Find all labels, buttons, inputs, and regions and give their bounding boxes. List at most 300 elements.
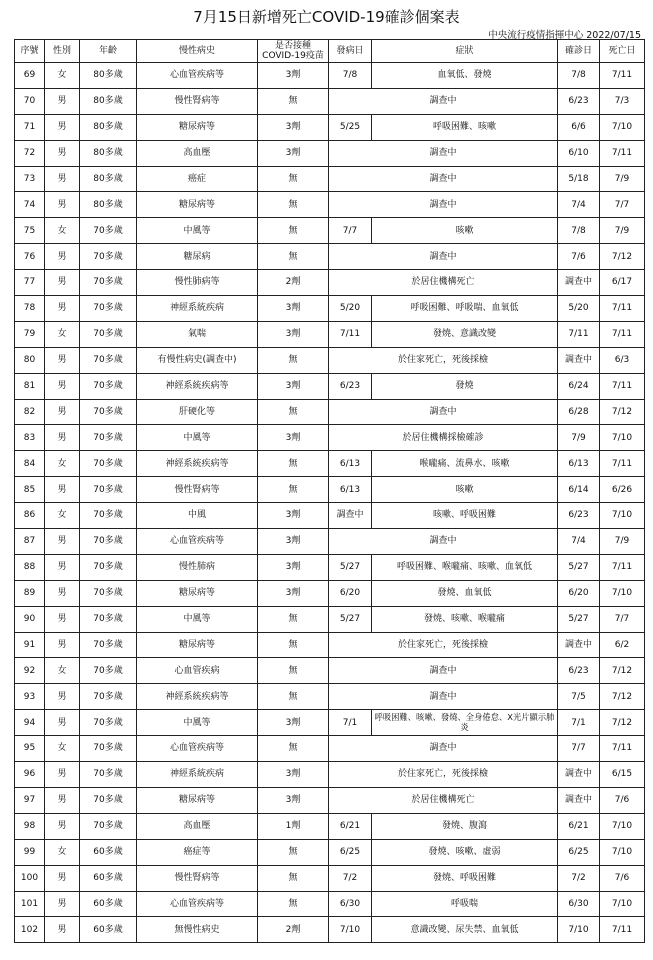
cell-diagnosed: 6/30: [558, 891, 600, 917]
cell-id: 73: [15, 166, 45, 192]
cell-onset: 6/21: [329, 813, 372, 839]
table-row: [15, 218, 645, 244]
cell-vaccine: 2劑: [258, 270, 329, 296]
cell-sex: 男: [45, 529, 80, 555]
cell-history: 心血管疾病等: [137, 63, 258, 89]
cell-symptoms: 調查中: [329, 658, 558, 684]
cell-diagnosed: 7/1: [558, 710, 600, 736]
cell-sex: 男: [45, 606, 80, 632]
cell-death: 7/10: [600, 839, 645, 865]
cell-vaccine: 1劑: [258, 813, 329, 839]
table-row: [15, 736, 645, 762]
cell-death: 7/12: [600, 684, 645, 710]
cell-sex: 男: [45, 425, 80, 451]
cell-symptoms: 於居住機構死亡: [329, 787, 558, 813]
cell-diagnosed: 7/6: [558, 244, 600, 270]
cell-sex: 女: [45, 736, 80, 762]
cell-diagnosed: 6/13: [558, 451, 600, 477]
table-row: [15, 477, 645, 503]
cell-vaccine: 3劑: [258, 114, 329, 140]
cell-symptoms: 於住家死亡，死後採檢: [329, 632, 558, 658]
cell-id: 82: [15, 399, 45, 425]
cell-sex: 男: [45, 580, 80, 606]
cell-age: 60多歲: [80, 917, 137, 943]
table-row: [15, 192, 645, 218]
cell-death: 7/10: [600, 114, 645, 140]
cell-symptoms: 調查中: [329, 166, 558, 192]
table-row: [15, 632, 645, 658]
cell-id: 97: [15, 787, 45, 813]
cell-onset: 7/7: [329, 218, 372, 244]
cell-id: 91: [15, 632, 45, 658]
cell-vaccine: 無: [258, 477, 329, 503]
cell-sex: 男: [45, 296, 80, 322]
cell-symptoms: 發燒、咳嗽、虛弱: [372, 839, 558, 865]
cell-history: 慢性腎病等: [137, 477, 258, 503]
cell-sex: 女: [45, 503, 80, 529]
cell-sex: 女: [45, 321, 80, 347]
cell-onset: 7/2: [329, 865, 372, 891]
cell-death: 7/12: [600, 710, 645, 736]
cell-death: 7/11: [600, 296, 645, 322]
cell-diagnosed: 7/7: [558, 736, 600, 762]
cell-symptoms: 發燒、血氧低: [372, 580, 558, 606]
cell-death: 7/12: [600, 399, 645, 425]
cell-id: 89: [15, 580, 45, 606]
cell-id: 88: [15, 554, 45, 580]
cell-death: 7/9: [600, 166, 645, 192]
cell-history: 神經系統疾病: [137, 762, 258, 788]
cell-diagnosed: 調查中: [558, 347, 600, 373]
cell-history: 心血管疾病等: [137, 891, 258, 917]
cell-id: 102: [15, 917, 45, 943]
cell-id: 100: [15, 865, 45, 891]
table-row: [15, 917, 645, 943]
cell-age: 80多歲: [80, 88, 137, 114]
cell-death: 6/3: [600, 347, 645, 373]
table-row: [15, 529, 645, 555]
table-row: [15, 580, 645, 606]
cell-death: 7/11: [600, 451, 645, 477]
cell-id: 72: [15, 140, 45, 166]
header-symptoms: 症狀: [372, 40, 558, 63]
cell-onset: 調查中: [329, 503, 372, 529]
cell-sex: 女: [45, 839, 80, 865]
cell-diagnosed: 7/4: [558, 529, 600, 555]
cell-age: 80多歲: [80, 192, 137, 218]
cell-age: 70多歲: [80, 296, 137, 322]
cell-onset: 7/10: [329, 917, 372, 943]
cell-symptoms: 呼吸困難、呼吸喘、血氧低: [372, 296, 558, 322]
cell-age: 70多歲: [80, 529, 137, 555]
table-row: [15, 891, 645, 917]
cell-onset: 7/1: [329, 710, 372, 736]
cell-age: 70多歲: [80, 244, 137, 270]
cell-sex: 男: [45, 762, 80, 788]
header-age: 年齡: [80, 40, 137, 63]
cell-age: 70多歲: [80, 270, 137, 296]
cell-vaccine: 3劑: [258, 529, 329, 555]
cell-diagnosed: 6/6: [558, 114, 600, 140]
cell-age: 70多歲: [80, 451, 137, 477]
cell-death: 7/9: [600, 529, 645, 555]
cell-diagnosed: 7/9: [558, 425, 600, 451]
cell-history: 有慢性病史(調查中): [137, 347, 258, 373]
cell-vaccine: 無: [258, 684, 329, 710]
cell-age: 70多歲: [80, 606, 137, 632]
cell-vaccine: 無: [258, 166, 329, 192]
cell-death: 7/11: [600, 321, 645, 347]
cell-diagnosed: 5/27: [558, 554, 600, 580]
cell-death: 7/11: [600, 63, 645, 89]
cell-sex: 男: [45, 244, 80, 270]
cell-age: 80多歲: [80, 166, 137, 192]
cell-id: 96: [15, 762, 45, 788]
cell-id: 70: [15, 88, 45, 114]
cell-sex: 男: [45, 166, 80, 192]
cell-history: 高血壓: [137, 813, 258, 839]
cell-diagnosed: 7/8: [558, 218, 600, 244]
cell-age: 70多歲: [80, 347, 137, 373]
cell-id: 99: [15, 839, 45, 865]
table-row: [15, 710, 645, 736]
cell-age: 70多歲: [80, 554, 137, 580]
cell-age: 70多歲: [80, 813, 137, 839]
cell-history: 慢性腎病等: [137, 88, 258, 114]
cell-diagnosed: 7/11: [558, 321, 600, 347]
table-row: [15, 347, 645, 373]
cell-age: 70多歲: [80, 658, 137, 684]
cell-history: 糖尿病等: [137, 114, 258, 140]
cell-sex: 男: [45, 891, 80, 917]
cell-id: 86: [15, 503, 45, 529]
cell-vaccine: 3劑: [258, 580, 329, 606]
table-header-row: [15, 40, 645, 63]
cell-diagnosed: 6/24: [558, 373, 600, 399]
cell-vaccine: 無: [258, 88, 329, 114]
cell-history: 無慢性病史: [137, 917, 258, 943]
cell-age: 60多歲: [80, 865, 137, 891]
cell-symptoms: 呼吸喘: [372, 891, 558, 917]
table-row: [15, 296, 645, 322]
cell-age: 60多歲: [80, 891, 137, 917]
header-diagnosed: 確診日: [558, 40, 600, 63]
cell-onset: 7/11: [329, 321, 372, 347]
source-date: 中央流行疫情指揮中心 2022/07/15: [488, 30, 641, 41]
cell-vaccine: 3劑: [258, 503, 329, 529]
cell-symptoms: 發燒、意識改變: [372, 321, 558, 347]
cell-symptoms: 調查中: [329, 244, 558, 270]
cell-death: 7/10: [600, 425, 645, 451]
cell-history: 肝硬化等: [137, 399, 258, 425]
cell-symptoms: 呼吸困難、咳嗽: [372, 114, 558, 140]
cell-onset: 6/23: [329, 373, 372, 399]
cell-history: 慢性腎病等: [137, 865, 258, 891]
table-row: [15, 270, 645, 296]
table-row: [15, 399, 645, 425]
cell-sex: 男: [45, 347, 80, 373]
cell-history: 心血管疾病等: [137, 529, 258, 555]
cell-history: 氣喘: [137, 321, 258, 347]
cell-vaccine: 無: [258, 244, 329, 270]
cell-vaccine: 無: [258, 658, 329, 684]
cell-history: 中風等: [137, 606, 258, 632]
cell-sex: 男: [45, 192, 80, 218]
cell-symptoms: 喉嚨痛、流鼻水、咳嗽: [372, 451, 558, 477]
cell-death: 6/17: [600, 270, 645, 296]
cell-death: 7/10: [600, 891, 645, 917]
cell-onset: 5/25: [329, 114, 372, 140]
cell-vaccine: 3劑: [258, 787, 329, 813]
cell-diagnosed: 6/28: [558, 399, 600, 425]
cell-sex: 女: [45, 658, 80, 684]
cases-table: [14, 39, 645, 943]
cell-vaccine: 3劑: [258, 554, 329, 580]
cell-sex: 女: [45, 451, 80, 477]
cell-id: 74: [15, 192, 45, 218]
cell-id: 92: [15, 658, 45, 684]
cell-sex: 男: [45, 554, 80, 580]
cell-age: 80多歲: [80, 140, 137, 166]
cell-age: 70多歲: [80, 321, 137, 347]
cell-id: 80: [15, 347, 45, 373]
cell-symptoms: 調查中: [329, 192, 558, 218]
cell-vaccine: 無: [258, 399, 329, 425]
cell-age: 70多歲: [80, 632, 137, 658]
cell-age: 70多歲: [80, 503, 137, 529]
cell-diagnosed: 6/14: [558, 477, 600, 503]
cell-history: 心血管疾病等: [137, 736, 258, 762]
table-row: [15, 787, 645, 813]
cell-id: 95: [15, 736, 45, 762]
cell-death: 7/10: [600, 503, 645, 529]
cell-symptoms: 咳嗽、呼吸困難: [372, 503, 558, 529]
cell-history: 神經系統疾病等: [137, 684, 258, 710]
cell-age: 70多歲: [80, 425, 137, 451]
document-title: 7月15日新增死亡COVID-19確診個案表: [193, 8, 460, 26]
cell-symptoms: 調查中: [329, 88, 558, 114]
table-row: [15, 425, 645, 451]
cell-vaccine: 無: [258, 736, 329, 762]
cell-vaccine: 無: [258, 192, 329, 218]
cell-onset: 5/27: [329, 554, 372, 580]
cell-onset: 6/30: [329, 891, 372, 917]
cell-death: 6/2: [600, 632, 645, 658]
cell-death: 6/26: [600, 477, 645, 503]
cell-diagnosed: 7/10: [558, 917, 600, 943]
cell-id: 98: [15, 813, 45, 839]
cell-symptoms: 咳嗽: [372, 218, 558, 244]
cell-diagnosed: 調查中: [558, 270, 600, 296]
cell-id: 94: [15, 710, 45, 736]
cell-age: 60多歲: [80, 839, 137, 865]
cell-vaccine: 3劑: [258, 425, 329, 451]
table-row: [15, 63, 645, 89]
cell-id: 84: [15, 451, 45, 477]
cell-death: 7/11: [600, 140, 645, 166]
cell-symptoms: 發燒、咳嗽、喉嚨痛: [372, 606, 558, 632]
cell-diagnosed: 5/27: [558, 606, 600, 632]
cell-diagnosed: 6/23: [558, 88, 600, 114]
cell-diagnosed: 5/18: [558, 166, 600, 192]
table-row: [15, 684, 645, 710]
cell-diagnosed: 調查中: [558, 787, 600, 813]
cell-sex: 男: [45, 114, 80, 140]
cell-death: 7/10: [600, 813, 645, 839]
cell-history: 糖尿病等: [137, 787, 258, 813]
header-sex: 性別: [45, 40, 80, 63]
cell-history: 糖尿病等: [137, 580, 258, 606]
cell-vaccine: 無: [258, 891, 329, 917]
cell-diagnosed: 調查中: [558, 762, 600, 788]
cell-vaccine: 3劑: [258, 296, 329, 322]
cell-onset: 5/27: [329, 606, 372, 632]
cell-death: 7/11: [600, 554, 645, 580]
cell-death: 7/3: [600, 88, 645, 114]
cell-symptoms: 發燒、腹瀉: [372, 813, 558, 839]
cell-diagnosed: 7/8: [558, 63, 600, 89]
cell-vaccine: 無: [258, 451, 329, 477]
cell-vaccine: 無: [258, 606, 329, 632]
header-id: 序號: [15, 40, 45, 63]
cell-sex: 男: [45, 813, 80, 839]
cell-history: 糖尿病: [137, 244, 258, 270]
cell-age: 70多歲: [80, 762, 137, 788]
cell-sex: 男: [45, 399, 80, 425]
cell-symptoms: 調查中: [329, 399, 558, 425]
cell-onset: 7/8: [329, 63, 372, 89]
cell-history: 癌症: [137, 166, 258, 192]
table-row: [15, 606, 645, 632]
table-row: [15, 140, 645, 166]
cell-id: 93: [15, 684, 45, 710]
header-history: 慢性病史: [137, 40, 258, 63]
cell-age: 80多歲: [80, 114, 137, 140]
cell-death: 7/12: [600, 244, 645, 270]
cell-history: 中風: [137, 503, 258, 529]
cell-symptoms: 意識改變、尿失禁、血氧低: [372, 917, 558, 943]
header-vaccine: 是否接種COVID-19疫苗: [258, 40, 329, 63]
table-row: [15, 554, 645, 580]
cell-symptoms: 於住家死亡，死後採檢: [329, 762, 558, 788]
cell-vaccine: 3劑: [258, 140, 329, 166]
cell-vaccine: 3劑: [258, 63, 329, 89]
cell-sex: 女: [45, 63, 80, 89]
cell-sex: 男: [45, 270, 80, 296]
cell-id: 77: [15, 270, 45, 296]
cell-vaccine: 3劑: [258, 321, 329, 347]
cell-symptoms: 於居住機構採檢確診: [329, 425, 558, 451]
cell-id: 79: [15, 321, 45, 347]
cell-sex: 男: [45, 865, 80, 891]
cell-sex: 男: [45, 710, 80, 736]
cell-id: 81: [15, 373, 45, 399]
cell-age: 70多歲: [80, 736, 137, 762]
table-row: [15, 451, 645, 477]
cell-vaccine: 3劑: [258, 762, 329, 788]
cell-onset: 5/20: [329, 296, 372, 322]
cell-sex: 男: [45, 88, 80, 114]
cell-death: 7/7: [600, 606, 645, 632]
cell-symptoms: 調查中: [329, 684, 558, 710]
cell-symptoms: 血氧低、發燒: [372, 63, 558, 89]
cell-history: 慢性肺病等: [137, 270, 258, 296]
cell-id: 87: [15, 529, 45, 555]
cell-age: 70多歲: [80, 218, 137, 244]
cell-death: 6/15: [600, 762, 645, 788]
cell-death: 7/6: [600, 787, 645, 813]
cell-symptoms: 調查中: [329, 736, 558, 762]
cell-age: 70多歲: [80, 787, 137, 813]
cell-symptoms: 呼吸困難、咳嗽、發燒、全身倦怠、X光片顯示肺炎: [372, 710, 558, 736]
table-row: [15, 813, 645, 839]
table-row: [15, 503, 645, 529]
cell-history: 中風等: [137, 218, 258, 244]
cell-symptoms: 發燒: [372, 373, 558, 399]
cell-history: 癌症等: [137, 839, 258, 865]
cell-onset: 6/20: [329, 580, 372, 606]
table-row: [15, 321, 645, 347]
table-row: [15, 658, 645, 684]
cell-age: 70多歲: [80, 373, 137, 399]
cell-vaccine: 無: [258, 839, 329, 865]
cell-id: 83: [15, 425, 45, 451]
cell-symptoms: 發燒、呼吸困難: [372, 865, 558, 891]
cell-symptoms: 調查中: [329, 140, 558, 166]
cell-diagnosed: 7/4: [558, 192, 600, 218]
cell-age: 70多歲: [80, 710, 137, 736]
cell-vaccine: 無: [258, 632, 329, 658]
cell-history: 慢性肺病: [137, 554, 258, 580]
cell-age: 70多歲: [80, 580, 137, 606]
cell-diagnosed: 6/21: [558, 813, 600, 839]
cell-diagnosed: 6/25: [558, 839, 600, 865]
cell-onset: 6/25: [329, 839, 372, 865]
cell-diagnosed: 6/23: [558, 658, 600, 684]
cell-symptoms: 於住家死亡，死後採檢: [329, 347, 558, 373]
cell-history: 高血壓: [137, 140, 258, 166]
table-row: [15, 839, 645, 865]
cell-vaccine: 2劑: [258, 917, 329, 943]
cell-onset: 6/13: [329, 451, 372, 477]
cell-id: 69: [15, 63, 45, 89]
cell-diagnosed: 5/20: [558, 296, 600, 322]
cell-id: 78: [15, 296, 45, 322]
cell-death: 7/11: [600, 373, 645, 399]
cell-sex: 男: [45, 684, 80, 710]
cell-history: 神經系統疾病等: [137, 373, 258, 399]
cell-sex: 男: [45, 632, 80, 658]
cell-sex: 男: [45, 477, 80, 503]
cell-onset: 6/13: [329, 477, 372, 503]
cell-vaccine: 3劑: [258, 710, 329, 736]
cell-diagnosed: 調查中: [558, 632, 600, 658]
cell-history: 神經系統疾病等: [137, 451, 258, 477]
table-row: [15, 114, 645, 140]
cell-death: 7/7: [600, 192, 645, 218]
header-onset: 發病日: [329, 40, 372, 63]
cell-death: 7/11: [600, 736, 645, 762]
header-death: 死亡日: [600, 40, 645, 63]
cell-symptoms: 呼吸困難、喉嚨痛、咳嗽、血氧低: [372, 554, 558, 580]
cell-sex: 男: [45, 373, 80, 399]
cell-symptoms: 於居住機構死亡: [329, 270, 558, 296]
cell-death: 7/11: [600, 917, 645, 943]
cell-vaccine: 無: [258, 218, 329, 244]
cell-history: 糖尿病等: [137, 192, 258, 218]
cell-death: 7/10: [600, 580, 645, 606]
cell-vaccine: 無: [258, 865, 329, 891]
